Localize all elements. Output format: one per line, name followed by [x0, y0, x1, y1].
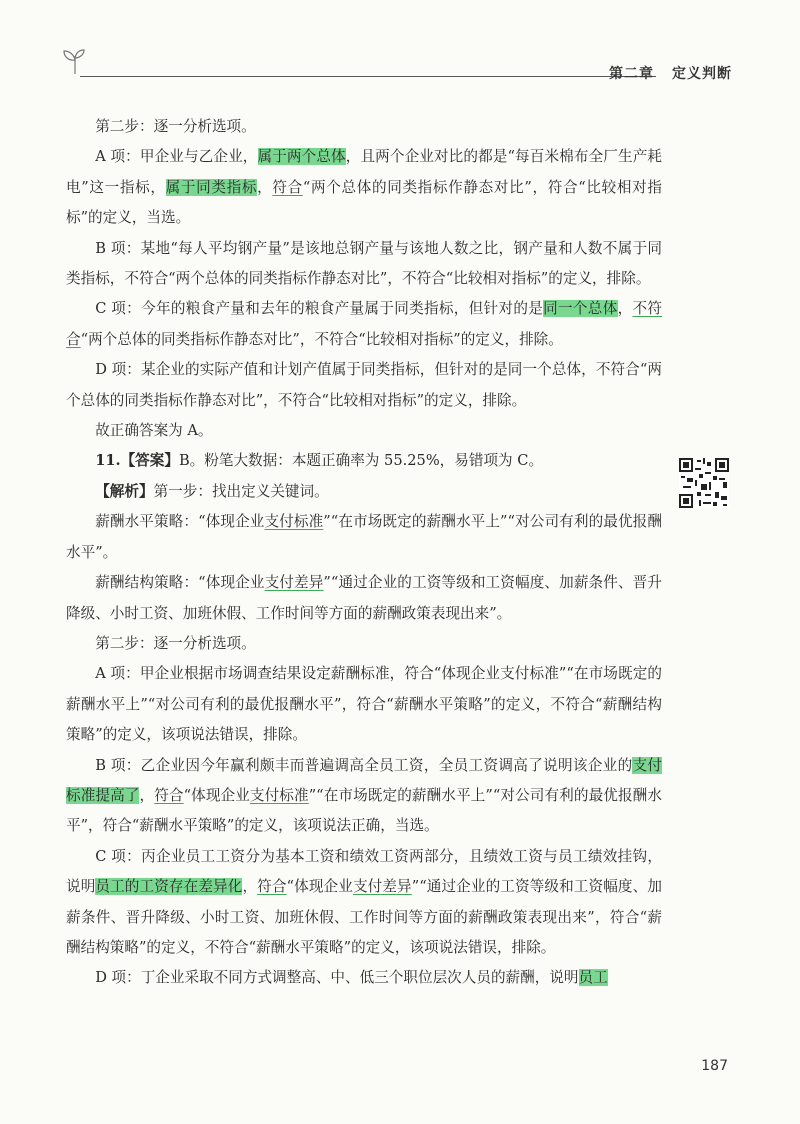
paragraph [66, 355, 662, 416]
text-run: ， [617, 300, 633, 318]
text-run: “两个总体的同类指标作静态对比”，不符合“比较相对指标”的定义，排除。 [80, 330, 563, 348]
paragraph [66, 963, 662, 993]
text-run: 薪酬结构策略：“体现企业 [95, 574, 265, 592]
paragraph [66, 416, 662, 446]
paragraph [66, 112, 662, 142]
text-run: C 项：今年的粮食产量和去年的粮食产量属于同类指标，但针对的是 [95, 300, 544, 318]
text-run: 薪酬水平策略：“体现企业 [95, 513, 265, 531]
text-run: D 项：某企业的实际产值和计划产值属于同类指标，但针对的是同一个总体，不符合“两个总体的同类指标作静态对比”，不符合“比较相对指标”的定义，排除。 [66, 361, 662, 409]
header-rule [80, 76, 656, 77]
text-run: B 项：乙企业因今年赢利颇丰而普遍调高全员工资，全员工资调高了说明该企业的 [95, 756, 633, 774]
text-run: ”“通过企业的工资等级和工资幅度、加薪条件、晋升降级、小时工资、加班休假、工作时间等方面的薪酬政策表现出来”，符合“薪酬结构策略”的定义，不符合“薪酬水平策略”的定义，该项说法错误，排除。 [66, 878, 662, 956]
underlined-text: 支付差异 [352, 878, 412, 896]
text-run: “体现企业 [286, 878, 353, 896]
paragraph [66, 477, 662, 507]
text-run: “两个总体的同类指标作静态对比”，符合“比较相对指标”的定义，当选。 [66, 178, 662, 227]
text-run: ”“在市场既定的薪酬水平上”“对公司有利的最优报酬水平”。 [66, 513, 662, 561]
highlighted-text: 员工的工资存在差异化 [95, 878, 243, 896]
paragraph [66, 234, 662, 295]
text-run: A 项：甲企业根据市场调查结果设定薪酬标准，符合“体现企业支付标准”“在市场既定的薪酬水平上”“对公司有利的最优报酬水平”，符合“薪酬水平策略”的定义，不符合“薪酬结构策略”的定义，该项说法错误，排除。 [66, 665, 662, 744]
text-run: ”“在市场既定的薪酬水平上”“对公司有利的最优报酬水平”，符合“薪酬水平策略”的定义，该项说法正确，当选。 [66, 786, 662, 835]
text-run: ”“通过企业的工资等级和工资幅度、加薪条件、晋升降级、小时工资、加班休假、工作时间等方面的薪酬政策表现出来”。 [66, 574, 662, 622]
chapter-title [609, 63, 732, 83]
text-run: 第二步：逐一分析选项。 [95, 634, 256, 652]
underlined-text: 符合 [272, 178, 303, 196]
underlined-text: 支付差异 [264, 574, 324, 592]
paragraph [66, 842, 662, 964]
underlined-text: 不符合 [66, 300, 662, 348]
page-header [60, 46, 740, 86]
text-run: ，且两个企业对比的都是“每百米棉布全厂生产耗电”这一指标， [66, 148, 662, 196]
underlined-text: 符合 [257, 878, 287, 896]
page-number: 187 [701, 1058, 728, 1074]
paragraph [66, 629, 662, 659]
highlighted-text: 属于两个总体 [257, 148, 346, 166]
underlined-text: 支付标准 [264, 513, 324, 531]
text-run: D 项：丁企业采取不同方式调整高、中、低三个职位层次人员的薪酬，说明 [95, 969, 579, 987]
text-run: B 项：某地“每人平均钢产量”是该地总钢产量与该地人数之比，钢产量和人数不属于同类指标，不符合“两个总体的同类指标作静态对比”，不符合“比较相对指标”的定义，排除。 [66, 239, 662, 288]
text-run: B。粉笔大数据：本题正确率为 55.25%，易错项为 C。 [178, 452, 544, 470]
paragraph [66, 507, 662, 568]
text-run: 第二步：逐一分析选项。 [95, 118, 256, 135]
text-run: 第一步：找出定义关键词。 [153, 482, 329, 500]
body-text [66, 112, 662, 994]
text-run: “体现企业 [183, 786, 250, 804]
text-run: ， [139, 786, 155, 804]
text-run: 故正确答案为 A。 [95, 422, 213, 440]
paragraph [66, 659, 662, 750]
underlined-text: 支付标准 [249, 786, 309, 804]
section-title: 定义判断 [672, 66, 732, 82]
paragraph [66, 568, 662, 629]
leaf-icon [60, 46, 90, 76]
paragraph [66, 446, 662, 476]
paragraph [66, 294, 662, 355]
text-run: ， [242, 878, 258, 896]
qr-code [679, 458, 729, 508]
text-run: A 项：甲企业与乙企业， [95, 148, 258, 166]
highlighted-text: 支付标准提高了 [66, 756, 662, 804]
text-run: ， [257, 178, 273, 196]
bold-label: 【解析】 [95, 482, 154, 500]
highlighted-text: 属于同类指标 [165, 178, 258, 196]
underlined-text: 符合 [154, 786, 184, 804]
paragraph [66, 142, 662, 233]
highlighted-text: 同一个总体 [543, 300, 618, 318]
bold-label: 11.【答案】 [95, 452, 179, 470]
highlighted-text: 员工 [578, 969, 608, 987]
text-run: C 项：丙企业员工工资分为基本工资和绩效工资两部分，且绩效工资与员工绩效挂钩，说明 [66, 847, 662, 896]
chapter-number: 第二章 [609, 66, 654, 82]
paragraph [66, 751, 662, 842]
